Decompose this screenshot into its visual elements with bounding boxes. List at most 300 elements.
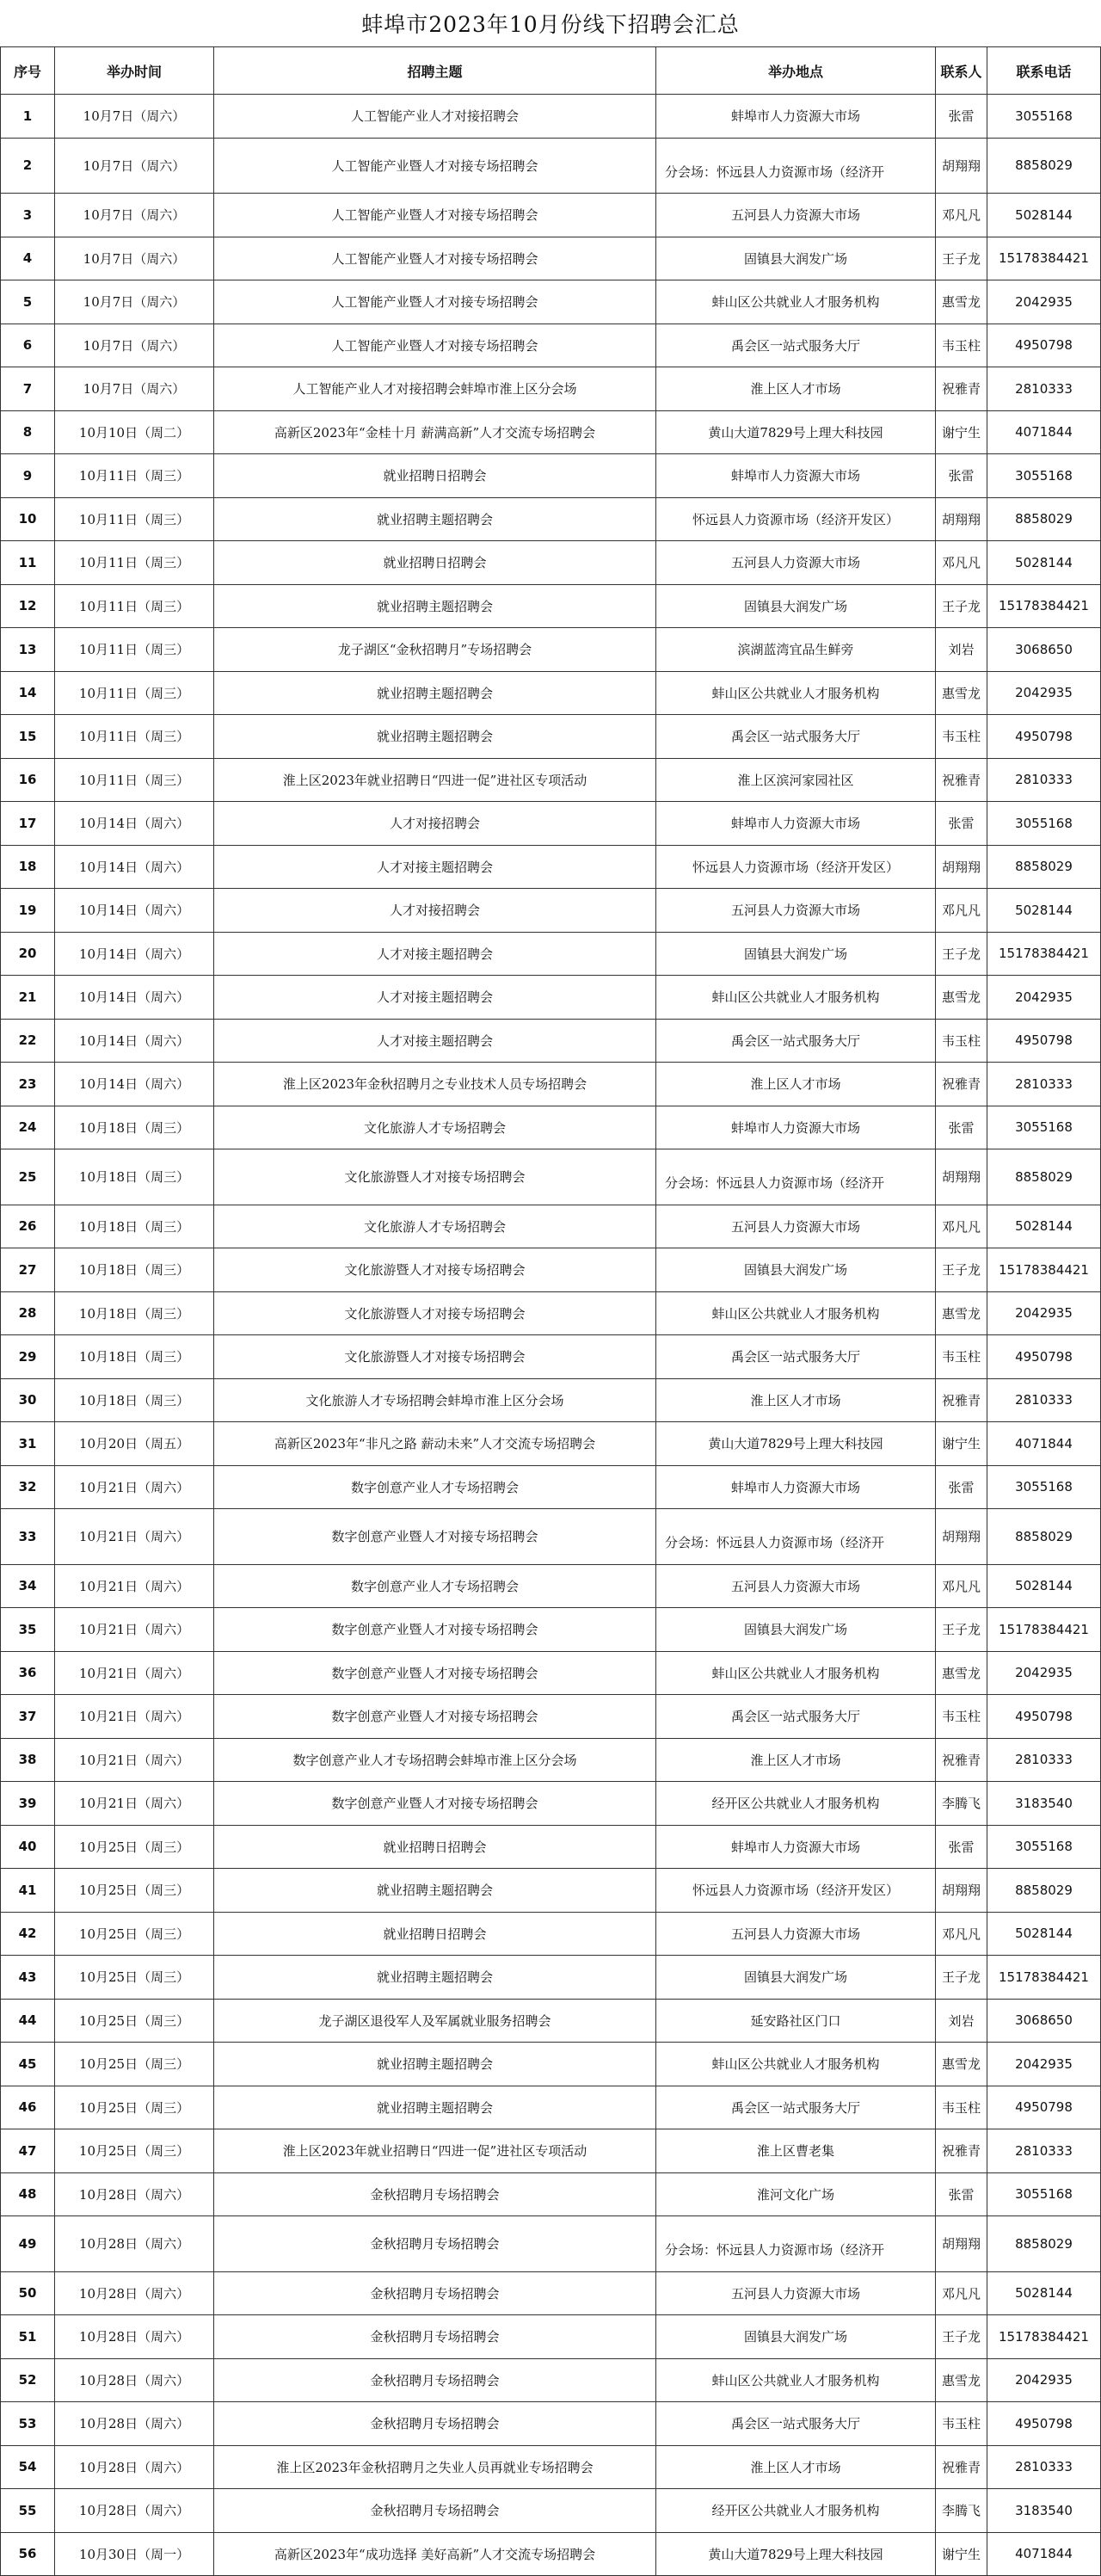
event-theme: 就业招聘主题招聘会 [214,584,656,628]
contact-phone: 4071844 [987,410,1101,454]
event-date: 10月14日（周六） [55,1063,214,1106]
contact-phone: 2810333 [987,2445,1101,2489]
event-location: 五河县人力资源大市场 [656,1205,936,1248]
event-date: 10月28日（周六） [55,2445,214,2489]
event-theme: 金秋招聘月专场招聘会 [214,2402,656,2446]
event-theme: 人才对接招聘会 [214,802,656,846]
table-row [1,2315,1101,2359]
event-theme: 就业招聘主题招聘会 [214,671,656,715]
table-row [1,1019,1101,1063]
event-location: 怀远县人力资源市场（经济开发区） [656,497,936,541]
contact-phone: 3055168 [987,1106,1101,1149]
table-row [1,237,1101,280]
contact-person: 祝雅青 [936,2129,987,2173]
event-theme: 就业招聘主题招聘会 [214,2086,656,2129]
event-location: 五河县人力资源大市场 [656,1564,936,1608]
table-row [1,1465,1101,1509]
table-row [1,1291,1101,1335]
table-row [1,889,1101,933]
contact-phone: 8858029 [987,1869,1101,1913]
event-location: 黄山大道7829号上理大科技园 [656,410,936,454]
event-date: 10月14日（周六） [55,845,214,889]
contact-person: 惠雪龙 [936,1651,987,1695]
row-number: 40 [1,1825,55,1869]
contact-phone: 4950798 [987,1335,1101,1379]
contact-person: 祝雅青 [936,1063,987,1106]
table-row [1,1738,1101,1782]
event-date: 10月18日（周三） [55,1149,214,1205]
contact-phone: 4071844 [987,1422,1101,1466]
row-number: 24 [1,1106,55,1149]
row-number: 7 [1,367,55,411]
contact-phone: 3183540 [987,2489,1101,2533]
table-row [1,2271,1101,2315]
row-number: 12 [1,584,55,628]
contact-person: 刘岩 [936,628,987,672]
contact-person: 邓凡凡 [936,1912,987,1956]
contact-person: 胡翔翔 [936,1869,987,1913]
event-theme: 人工智能产业暨人才对接专场招聘会 [214,237,656,280]
event-date: 10月18日（周三） [55,1291,214,1335]
contact-phone: 4950798 [987,2086,1101,2129]
event-theme: 文化旅游人才专场招聘会 [214,1205,656,1248]
table-row [1,2086,1101,2129]
recruitment-table [0,46,1101,2576]
contact-person: 邓凡凡 [936,194,987,237]
row-number: 10 [1,497,55,541]
event-location: 蚌埠市人力资源大市场 [656,95,936,139]
row-number: 53 [1,2402,55,2446]
contact-person: 邓凡凡 [936,541,987,585]
event-date: 10月25日（周三） [55,1912,214,1956]
contact-person: 王子龙 [936,932,987,976]
contact-person: 胡翔翔 [936,1509,987,1565]
event-theme: 数字创意产业暨人才对接专场招聘会 [214,1608,656,1652]
contact-person: 惠雪龙 [936,2358,987,2402]
event-date: 10月28日（周六） [55,2315,214,2359]
table-row [1,410,1101,454]
event-theme: 金秋招聘月专场招聘会 [214,2271,656,2315]
event-date: 10月28日（周六） [55,2271,214,2315]
contact-phone: 4950798 [987,324,1101,367]
event-date: 10月14日（周六） [55,889,214,933]
event-location: 怀远县人力资源市场（经济开发区） [656,1869,936,1913]
contact-phone: 15178384421 [987,2315,1101,2359]
event-theme: 数字创意产业暨人才对接专场招聘会 [214,1695,656,1739]
contact-phone: 8858029 [987,2216,1101,2272]
event-theme: 就业招聘日招聘会 [214,541,656,585]
event-date: 10月14日（周六） [55,802,214,846]
event-location: 经开区公共就业人才服务机构 [656,1782,936,1826]
event-date: 10月28日（周六） [55,2358,214,2402]
event-location: 蚌埠市人力资源大市场 [656,1465,936,1509]
event-theme: 就业招聘日招聘会 [214,454,656,498]
table-row [1,194,1101,237]
contact-person: 张雷 [936,1825,987,1869]
event-date: 10月25日（周三） [55,2043,214,2086]
event-location: 固镇县大润发广场 [656,1608,936,1652]
contact-person: 邓凡凡 [936,2271,987,2315]
event-theme: 就业招聘主题招聘会 [214,497,656,541]
event-location: 禹会区一站式服务大厅 [656,1335,936,1379]
event-theme: 人工智能产业暨人才对接专场招聘会 [214,324,656,367]
table-row [1,95,1101,139]
event-date: 10月25日（周三） [55,2086,214,2129]
table-row [1,584,1101,628]
contact-person: 王子龙 [936,1956,987,2000]
contact-phone: 3055168 [987,1825,1101,1869]
event-location: 淮上区人才市场 [656,2445,936,2489]
event-location: 淮上区人才市场 [656,1378,936,1422]
table-row [1,324,1101,367]
table-row [1,138,1101,194]
contact-person: 惠雪龙 [936,2043,987,2086]
header-no: 序号 [1,47,55,95]
event-date: 10月7日（周六） [55,367,214,411]
event-location: 禹会区一站式服务大厅 [656,1019,936,1063]
event-location: 蚌山区公共就业人才服务机构 [656,2358,936,2402]
contact-person: 胡翔翔 [936,2216,987,2272]
event-date: 10月11日（周三） [55,541,214,585]
contact-person: 张雷 [936,1106,987,1149]
contact-phone: 4950798 [987,1695,1101,1739]
event-location: 蚌山区公共就业人才服务机构 [656,1651,936,1695]
contact-person: 惠雪龙 [936,671,987,715]
contact-phone: 15178384421 [987,1956,1101,2000]
event-date: 10月11日（周三） [55,715,214,759]
table-row [1,802,1101,846]
event-date: 10月18日（周三） [55,1106,214,1149]
event-date: 10月21日（周六） [55,1608,214,1652]
event-theme: 文化旅游暨人才对接专场招聘会 [214,1149,656,1205]
contact-phone: 15178384421 [987,237,1101,280]
contact-phone: 2042935 [987,1651,1101,1695]
event-date: 10月28日（周六） [55,2216,214,2272]
contact-person: 惠雪龙 [936,976,987,1020]
row-number: 47 [1,2129,55,2173]
event-theme: 文化旅游暨人才对接专场招聘会 [214,1248,656,1292]
row-number: 2 [1,138,55,194]
event-date: 10月18日（周三） [55,1335,214,1379]
event-location: 固镇县大润发广场 [656,584,936,628]
table-row [1,1956,1101,2000]
table-row [1,932,1101,976]
contact-phone: 3183540 [987,1782,1101,1826]
event-theme: 人才对接主题招聘会 [214,976,656,1020]
table-row [1,845,1101,889]
event-date: 10月28日（周六） [55,2172,214,2216]
page-title: 蚌埠市2023年10月份线下招聘会汇总 [361,12,740,37]
row-number: 42 [1,1912,55,1956]
table-row [1,2172,1101,2216]
event-location: 分会场：怀远县人力资源市场（经济开 [656,138,936,194]
table-row [1,1912,1101,1956]
contact-phone: 2042935 [987,671,1101,715]
row-number: 36 [1,1651,55,1695]
event-date: 10月14日（周六） [55,1019,214,1063]
event-date: 10月18日（周三） [55,1378,214,1422]
row-number: 23 [1,1063,55,1106]
event-theme: 人工智能产业暨人才对接专场招聘会 [214,280,656,324]
table-row [1,976,1101,1020]
row-number: 25 [1,1149,55,1205]
row-number: 31 [1,1422,55,1466]
table-header-row [1,47,1101,95]
event-location: 蚌山区公共就业人才服务机构 [656,671,936,715]
contact-phone: 2042935 [987,976,1101,1020]
header-contact: 联系人 [936,47,987,95]
contact-person: 韦玉柱 [936,2086,987,2129]
event-date: 10月11日（周三） [55,628,214,672]
row-number: 9 [1,454,55,498]
event-date: 10月7日（周六） [55,237,214,280]
event-date: 10月20日（周五） [55,1422,214,1466]
event-location: 分会场：怀远县人力资源市场（经济开 [656,1149,936,1205]
event-theme: 淮上区2023年金秋招聘月之失业人员再就业专场招聘会 [214,2445,656,2489]
table-row [1,1335,1101,1379]
contact-phone: 5028144 [987,1912,1101,1956]
contact-phone: 8858029 [987,1149,1101,1205]
contact-person: 韦玉柱 [936,324,987,367]
contact-person: 胡翔翔 [936,845,987,889]
event-date: 10月18日（周三） [55,1205,214,1248]
event-theme: 数字创意产业暨人才对接专场招聘会 [214,1782,656,1826]
event-location: 延安路社区门口 [656,1999,936,2043]
contact-person: 谢宁生 [936,1422,987,1466]
contact-phone: 2810333 [987,758,1101,802]
row-number: 29 [1,1335,55,1379]
header-date: 举办时间 [55,47,214,95]
event-date: 10月25日（周三） [55,2129,214,2173]
event-theme: 金秋招聘月专场招聘会 [214,2489,656,2533]
table-row [1,1422,1101,1466]
event-theme: 高新区2023年“非凡之路 薪动未来”人才交流专场招聘会 [214,1422,656,1466]
event-location: 黄山大道7829号上理大科技园 [656,1422,936,1466]
row-number: 17 [1,802,55,846]
event-theme: 淮上区2023年就业招聘日“四进一促”进社区专项活动 [214,2129,656,2173]
event-location: 蚌埠市人力资源大市场 [656,454,936,498]
row-number: 45 [1,2043,55,2086]
event-date: 10月21日（周六） [55,1465,214,1509]
event-location: 禹会区一站式服务大厅 [656,1695,936,1739]
contact-person: 祝雅青 [936,758,987,802]
event-theme: 人工智能产业人才对接招聘会蚌埠市淮上区分会场 [214,367,656,411]
event-theme: 人才对接主题招聘会 [214,1019,656,1063]
contact-phone: 3068650 [987,628,1101,672]
row-number: 43 [1,1956,55,2000]
contact-phone: 3055168 [987,802,1101,846]
table-row [1,715,1101,759]
contact-person: 谢宁生 [936,2532,987,2576]
row-number: 48 [1,2172,55,2216]
event-location: 禹会区一站式服务大厅 [656,324,936,367]
table-row [1,1695,1101,1739]
event-date: 10月21日（周六） [55,1564,214,1608]
row-number: 50 [1,2271,55,2315]
table-row [1,280,1101,324]
event-location: 滨湖蓝湾宜品生鲜旁 [656,628,936,672]
event-theme: 数字创意产业暨人才对接专场招聘会 [214,1509,656,1565]
row-number: 54 [1,2445,55,2489]
event-theme: 金秋招聘月专场招聘会 [214,2358,656,2402]
event-location: 禹会区一站式服务大厅 [656,715,936,759]
table-row [1,2129,1101,2173]
row-number: 13 [1,628,55,672]
contact-phone: 8858029 [987,138,1101,194]
contact-person: 谢宁生 [936,410,987,454]
contact-person: 邓凡凡 [936,1564,987,1608]
contact-person: 胡翔翔 [936,497,987,541]
contact-person: 张雷 [936,454,987,498]
contact-phone: 3055168 [987,2172,1101,2216]
event-date: 10月11日（周三） [55,454,214,498]
event-theme: 金秋招聘月专场招聘会 [214,2216,656,2272]
contact-person: 邓凡凡 [936,1205,987,1248]
table-row [1,2402,1101,2446]
row-number: 55 [1,2489,55,2533]
table-body [1,95,1101,2576]
event-location: 分会场：怀远县人力资源市场（经济开 [656,1509,936,1565]
contact-person: 韦玉柱 [936,2402,987,2446]
event-theme: 就业招聘日招聘会 [214,1825,656,1869]
event-date: 10月28日（周六） [55,2489,214,2533]
table-row [1,1651,1101,1695]
event-theme: 高新区2023年“成功选择 美好高新”人才交流专场招聘会 [214,2532,656,2576]
row-number: 35 [1,1608,55,1652]
table-row [1,1825,1101,1869]
row-number: 33 [1,1509,55,1565]
event-date: 10月25日（周三） [55,1825,214,1869]
contact-phone: 2042935 [987,2358,1101,2402]
row-number: 44 [1,1999,55,2043]
event-location: 固镇县大润发广场 [656,932,936,976]
event-theme: 就业招聘主题招聘会 [214,1869,656,1913]
row-number: 56 [1,2532,55,2576]
event-theme: 淮上区2023年金秋招聘月之专业技术人员专场招聘会 [214,1063,656,1106]
row-number: 14 [1,671,55,715]
row-number: 21 [1,976,55,1020]
event-date: 10月11日（周三） [55,758,214,802]
event-date: 10月18日（周三） [55,1248,214,1292]
row-number: 20 [1,932,55,976]
event-location: 禹会区一站式服务大厅 [656,2402,936,2446]
table-row [1,1106,1101,1149]
event-theme: 文化旅游暨人才对接专场招聘会 [214,1335,656,1379]
contact-phone: 3055168 [987,95,1101,139]
event-theme: 文化旅游人才专场招聘会蚌埠市淮上区分会场 [214,1378,656,1422]
row-number: 51 [1,2315,55,2359]
event-theme: 文化旅游暨人才对接专场招聘会 [214,1291,656,1335]
row-number: 52 [1,2358,55,2402]
table-row [1,1564,1101,1608]
contact-person: 李腾飞 [936,1782,987,1826]
contact-person: 邓凡凡 [936,889,987,933]
table-row [1,1608,1101,1652]
event-theme: 高新区2023年“金桂十月 薪满高新”人才交流专场招聘会 [214,410,656,454]
table-row [1,1205,1101,1248]
contact-person: 胡翔翔 [936,1149,987,1205]
contact-phone: 15178384421 [987,1608,1101,1652]
table-row [1,1869,1101,1913]
contact-phone: 15178384421 [987,932,1101,976]
contact-phone: 2042935 [987,2043,1101,2086]
event-date: 10月7日（周六） [55,280,214,324]
contact-phone: 5028144 [987,1205,1101,1248]
contact-phone: 2042935 [987,1291,1101,1335]
row-number: 18 [1,845,55,889]
contact-phone: 4950798 [987,715,1101,759]
table-row [1,628,1101,672]
table-row [1,671,1101,715]
event-location: 固镇县大润发广场 [656,2315,936,2359]
event-theme: 人工智能产业暨人才对接专场招聘会 [214,194,656,237]
contact-person: 祝雅青 [936,1378,987,1422]
event-location: 蚌山区公共就业人才服务机构 [656,1291,936,1335]
contact-phone: 2810333 [987,1378,1101,1422]
event-date: 10月21日（周六） [55,1782,214,1826]
row-number: 34 [1,1564,55,1608]
event-date: 10月30日（周一） [55,2532,214,2576]
event-date: 10月7日（周六） [55,138,214,194]
contact-person: 张雷 [936,95,987,139]
table-row [1,2532,1101,2576]
row-number: 3 [1,194,55,237]
event-date: 10月25日（周三） [55,1999,214,2043]
row-number: 37 [1,1695,55,1739]
contact-phone: 8858029 [987,497,1101,541]
event-date: 10月7日（周六） [55,95,214,139]
contact-person: 王子龙 [936,584,987,628]
row-number: 39 [1,1782,55,1826]
table-row [1,1782,1101,1826]
event-date: 10月7日（周六） [55,194,214,237]
table-row [1,1509,1101,1565]
contact-person: 王子龙 [936,2315,987,2359]
table-row [1,758,1101,802]
header-theme: 招聘主题 [214,47,656,95]
contact-person: 祝雅青 [936,2445,987,2489]
row-number: 22 [1,1019,55,1063]
row-number: 46 [1,2086,55,2129]
event-theme: 金秋招聘月专场招聘会 [214,2315,656,2359]
table-row [1,1248,1101,1292]
contact-person: 刘岩 [936,1999,987,2043]
row-number: 32 [1,1465,55,1509]
event-date: 10月7日（周六） [55,324,214,367]
event-theme: 就业招聘主题招聘会 [214,2043,656,2086]
event-location: 淮上区人才市场 [656,1738,936,1782]
contact-person: 王子龙 [936,1248,987,1292]
table-row [1,2489,1101,2533]
contact-person: 惠雪龙 [936,1291,987,1335]
contact-phone: 5028144 [987,1564,1101,1608]
event-date: 10月21日（周六） [55,1509,214,1565]
row-number: 11 [1,541,55,585]
contact-phone: 4950798 [987,1019,1101,1063]
contact-phone: 5028144 [987,541,1101,585]
event-theme: 人工智能产业暨人才对接专场招聘会 [214,138,656,194]
contact-person: 韦玉柱 [936,1019,987,1063]
contact-phone: 4071844 [987,2532,1101,2576]
row-number: 1 [1,95,55,139]
contact-person: 祝雅青 [936,1738,987,1782]
row-number: 5 [1,280,55,324]
event-location: 固镇县大润发广场 [656,1248,936,1292]
table-row [1,2216,1101,2272]
contact-person: 惠雪龙 [936,280,987,324]
event-location: 经开区公共就业人才服务机构 [656,2489,936,2533]
header-phone: 联系电话 [987,47,1101,95]
